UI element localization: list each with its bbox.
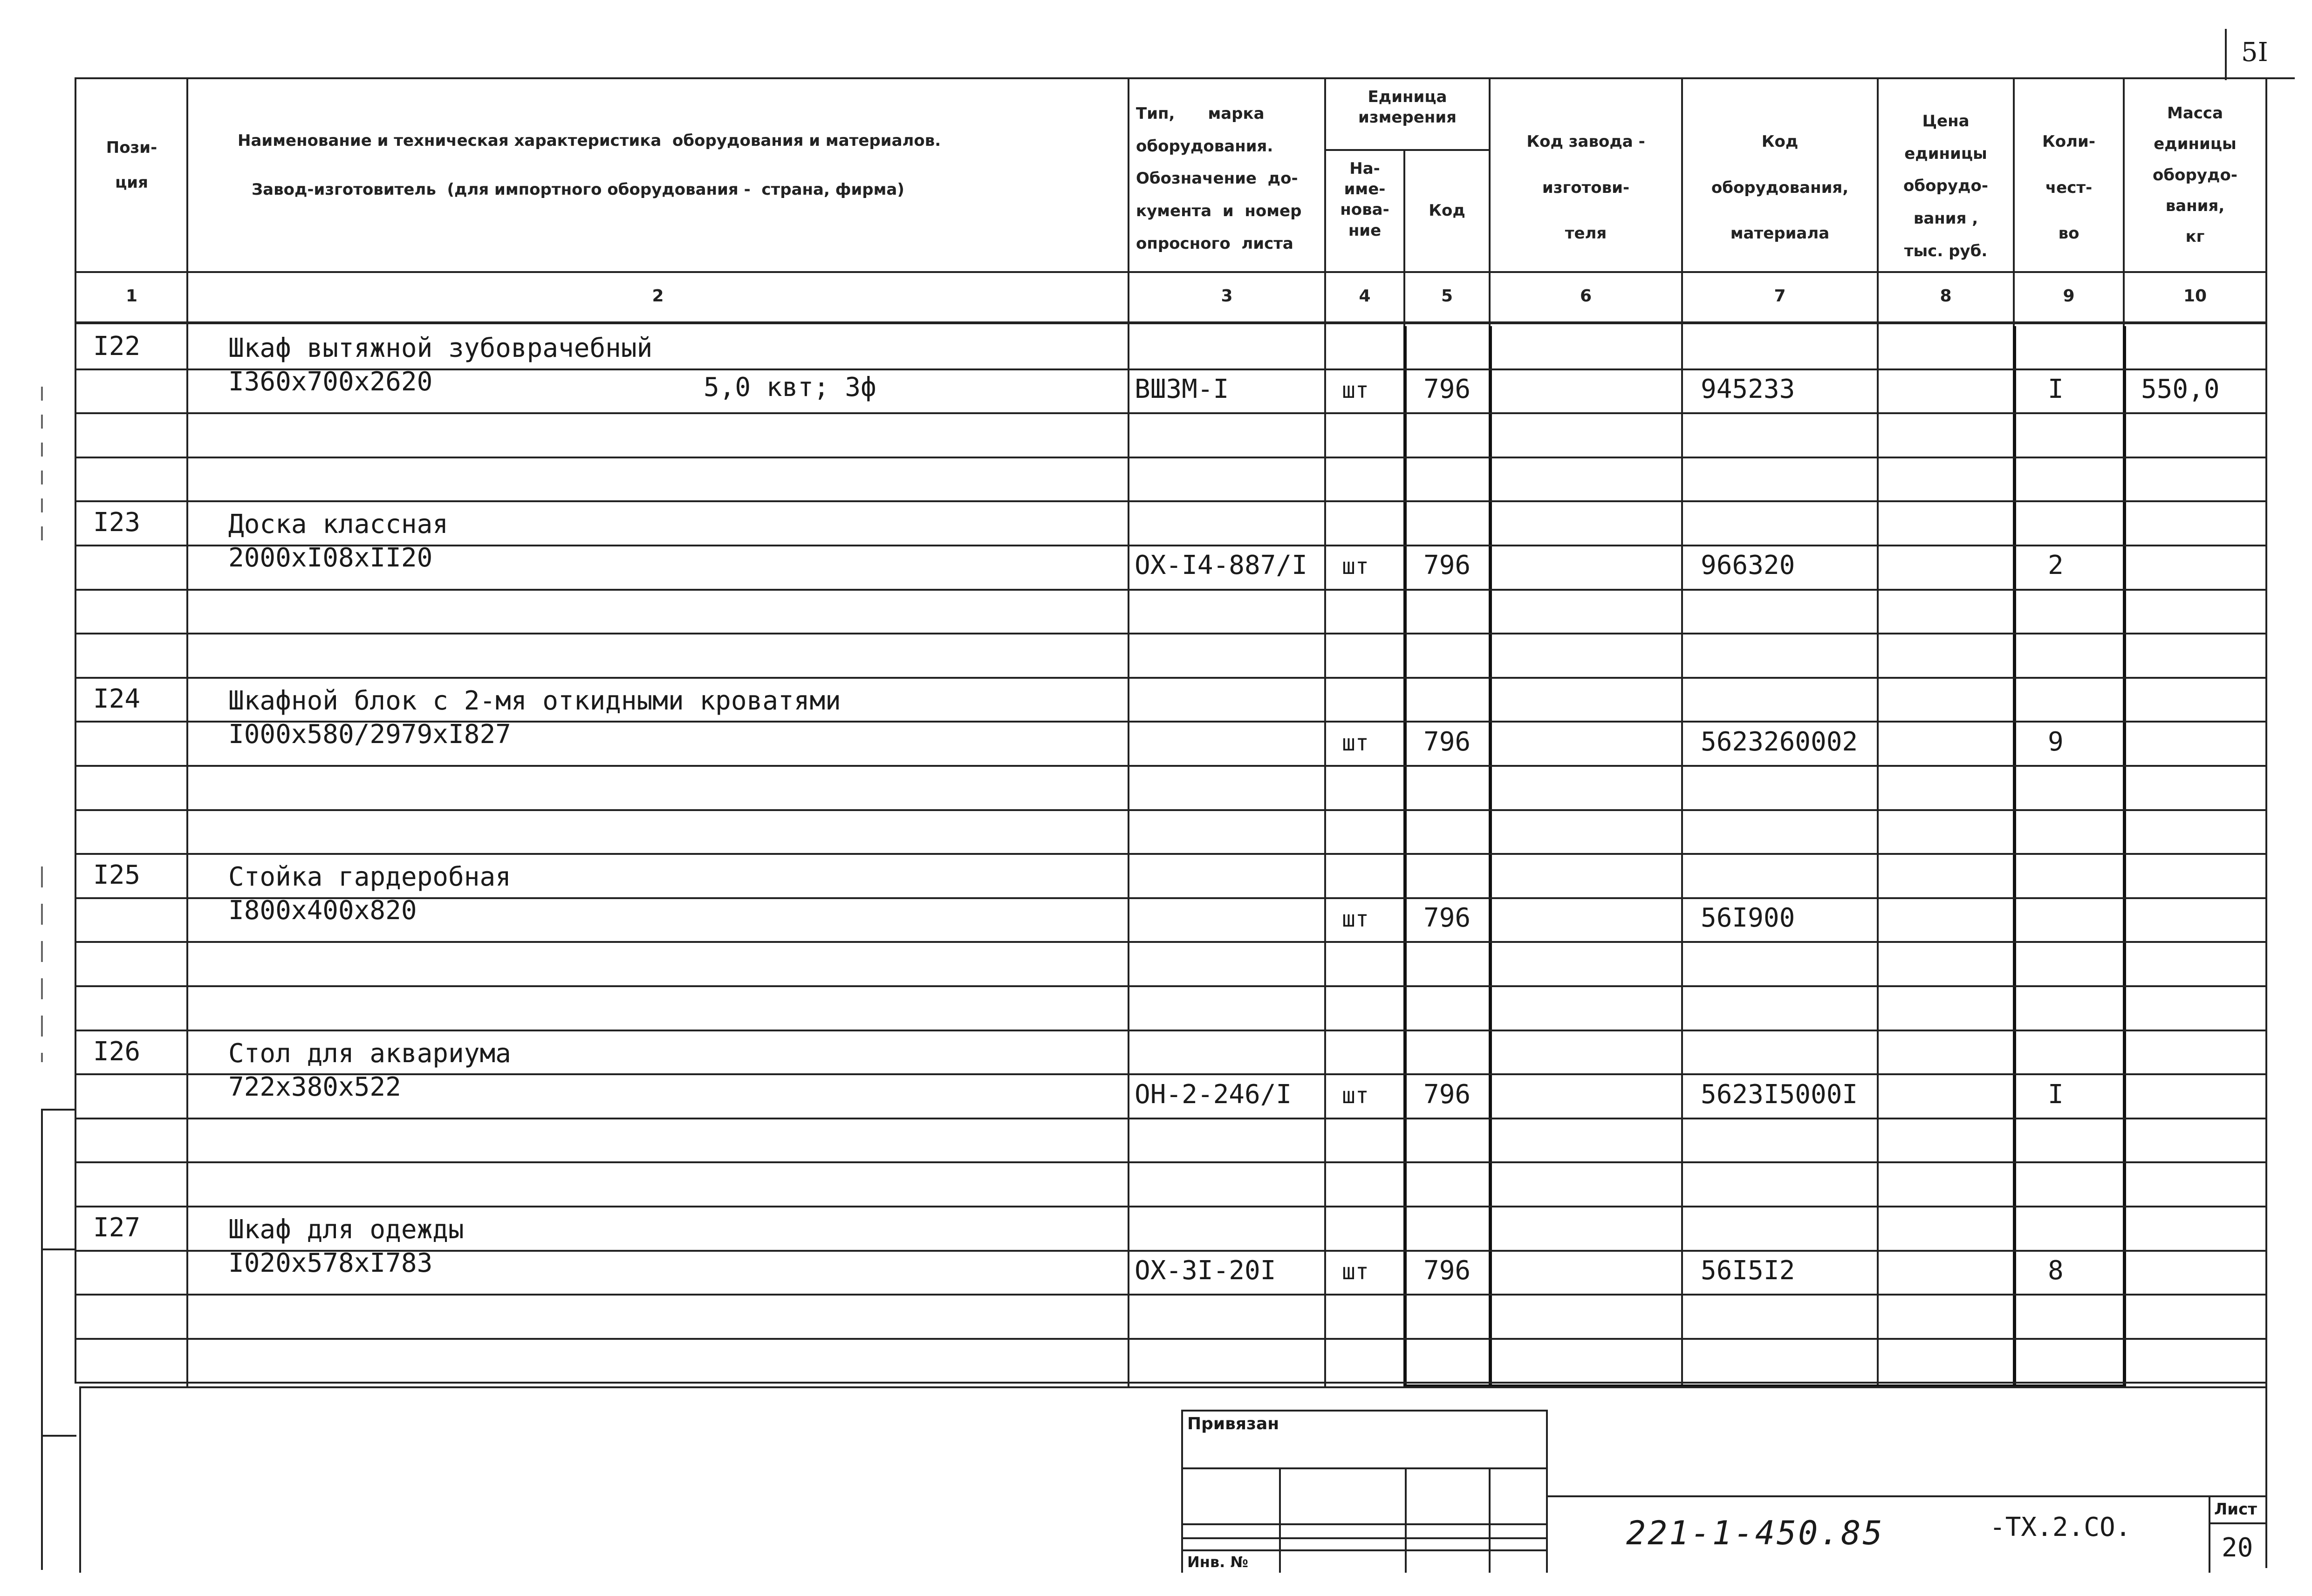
cell-dims: I020x578xI783 (228, 1248, 433, 1278)
cell-unit-code: 796 (1423, 374, 1471, 404)
sheet-number: 20 (2222, 1533, 2253, 1563)
cell-code: 56I5I2 (1701, 1255, 1795, 1286)
col-number: 9 (2063, 286, 2075, 306)
row-divider (75, 1073, 2267, 1075)
row-divider (75, 1206, 2267, 1207)
header-name-line1: Наименование и техническая характеристика оборудования и материалов. (238, 131, 941, 150)
header-unit-group: Единица измерения (1358, 88, 1457, 127)
cell-name: Шкафной блок с 2-мя откидными кроватями (228, 686, 841, 716)
row-divider (75, 633, 2267, 634)
cell-pos: I24 (93, 684, 141, 714)
header-equipment-code: Код оборудования, материала (1711, 132, 1849, 243)
cell-type: ОХ-3I-20I (1135, 1255, 1276, 1286)
cell-unit: шт (1342, 553, 1369, 580)
header-type: Тип, марка оборудования. Обозначение до- кумента и номер опросного листа (1136, 104, 1302, 253)
cell-unit: шт (1342, 1259, 1369, 1285)
col-number: 3 (1221, 286, 1233, 306)
col-number: 7 (1774, 286, 1786, 306)
cell-type: ОН-2-246/I (1135, 1079, 1292, 1110)
col-number: 10 (2183, 286, 2207, 306)
col-number: 4 (1359, 286, 1371, 306)
cell-name: Шкаф вытяжной зубоврачебный (228, 333, 653, 363)
cell-pos: I22 (93, 331, 141, 361)
row-divider (75, 412, 2267, 414)
inventory-label: Инв. № (1187, 1553, 1248, 1571)
col-number: 1 (125, 286, 138, 306)
row-divider (75, 1161, 2267, 1163)
col-number: 5 (1441, 286, 1453, 306)
row-divider (75, 457, 2267, 458)
page-number: 5I (2241, 37, 2268, 68)
cell-qty: I (2048, 374, 2064, 404)
cell-name: Шкаф для одежды (228, 1214, 464, 1245)
cell-qty: 2 (2048, 550, 2064, 580)
cell-dims: 2000xI08xII20 (228, 543, 433, 573)
cell-unit: шт (1342, 906, 1369, 932)
cell-code: 5623I5000I (1701, 1079, 1858, 1110)
sheet-label: Лист (2214, 1500, 2257, 1519)
cell-code: 966320 (1701, 550, 1795, 580)
cell-unit-code: 796 (1423, 1255, 1471, 1286)
cell-name: Стол для аквариума (228, 1038, 511, 1069)
cell-qty: 8 (2048, 1255, 2064, 1286)
document-number: 221-1-450.85 (1626, 1514, 1884, 1552)
row-divider (75, 500, 2267, 502)
cell-unit: шт (1342, 730, 1369, 756)
cell-dims: I360x700x2620 (228, 367, 433, 397)
col-number: 2 (652, 286, 664, 306)
bound-label: Привязан (1187, 1414, 1279, 1433)
cell-pos: I23 (93, 507, 141, 538)
cell-dims: I800x400x820 (228, 895, 417, 926)
header-position: Пози- ция (106, 138, 157, 192)
cell-pos: I26 (93, 1037, 141, 1067)
cell-unit-code: 796 (1423, 550, 1471, 580)
cell-extra: 5,0 квт; 3ф (704, 372, 876, 402)
cell-code: 945233 (1701, 374, 1795, 404)
row-divider (75, 1382, 2267, 1384)
header-price: Цена единицы оборудо- вания , тыс. руб. (1903, 112, 1988, 260)
cell-name: Стойка гардеробная (228, 862, 511, 892)
cell-code: 56I900 (1701, 903, 1795, 933)
col-number: 6 (1580, 286, 1592, 306)
document-suffix: -ТХ.2.СО. (1990, 1512, 2131, 1542)
row-divider (75, 765, 2267, 767)
header-name-line2: Завод-изготовитель (для импортного оборудования - страна, фирма) (252, 180, 904, 199)
cell-unit-code: 796 (1423, 903, 1471, 933)
row-divider (75, 941, 2267, 943)
cell-unit: шт (1342, 1083, 1369, 1109)
row-divider (75, 1118, 2267, 1119)
cell-dims: I000x580/2979xI827 (228, 719, 511, 750)
cell-pos: I25 (93, 860, 141, 890)
cell-pos: I27 (93, 1213, 141, 1243)
header-mass: Масса единицы оборудо- вания, кг (2153, 104, 2237, 246)
cell-name: Доска классная (228, 509, 449, 539)
col-number: 8 (1940, 286, 1952, 306)
row-divider (75, 589, 2267, 591)
cell-qty: I (2048, 1079, 2064, 1110)
header-unit-name: На- име- нова- ние (1340, 159, 1389, 240)
header-unit-code: Код (1429, 201, 1465, 220)
row-divider (75, 985, 2267, 987)
cell-code: 5623260002 (1701, 727, 1858, 757)
header-quantity: Коли- чест- во (2042, 132, 2095, 243)
cell-unit-code: 796 (1423, 727, 1471, 757)
row-divider (75, 677, 2267, 679)
cell-qty: 9 (2048, 727, 2064, 757)
cell-unit-code: 796 (1423, 1079, 1471, 1110)
cell-mass: 550,0 (2141, 374, 2220, 404)
row-divider (75, 853, 2267, 855)
row-divider (75, 1338, 2267, 1340)
cell-unit: шт (1342, 377, 1369, 403)
header-plant-code: Код завода - изготови- теля (1526, 132, 1645, 243)
row-divider (75, 809, 2267, 811)
cell-type: ОХ-I4-887/I (1135, 550, 1307, 580)
row-divider (75, 1030, 2267, 1031)
cell-dims: 722x380x522 (228, 1072, 401, 1102)
row-divider (75, 1294, 2267, 1296)
cell-type: ВШЗМ-I (1135, 374, 1229, 404)
